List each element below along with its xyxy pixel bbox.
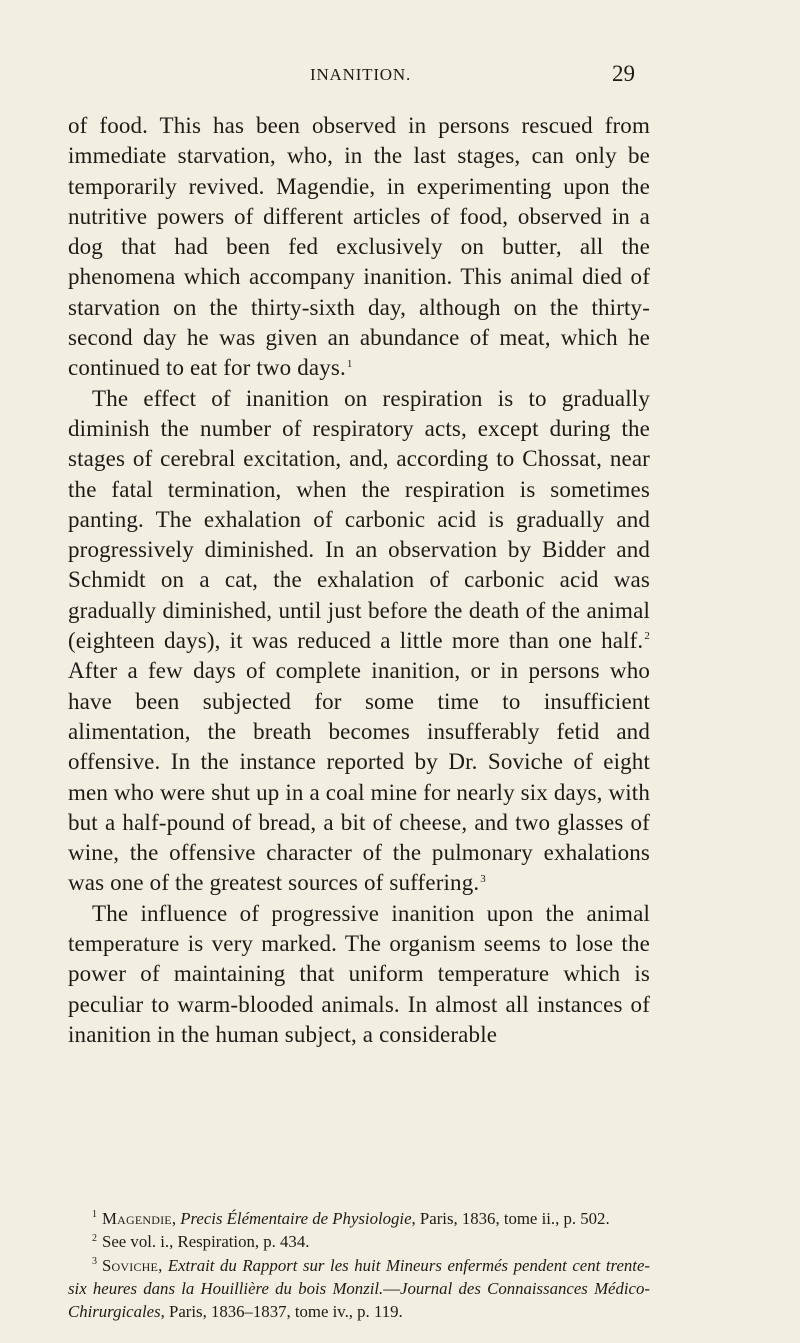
footnote-3-title: Extrait du Rapport sur les huit Mineurs enfermés pendent cent trente-six heures dans la Houillière du bois Monzil. — [68, 1255, 650, 1298]
footnote-2 — [68, 1230, 650, 1253]
paragraph-2-text-part-2: After a few days of complete inanition, or in persons who have been subjected for some time to insufficient alimentation, the breath becomes insufferably fetid and offensive. In the instance reported by Dr. Soviche of eight men who were shut up in a coal mine for nearly six days, with but a half-pound of bread, a bit of cheese, and two glasses of wine, the offensive character of the pulmonary exhalations was one of the greatest sources of suffering. — [68, 658, 650, 896]
footnote-3-separator: , — [158, 1255, 168, 1275]
footnote-3-rest: , Paris, 1836–1837, tome iv., p. 119. — [160, 1302, 403, 1322]
paragraph-2-text-part-1: The effect of inanition on respiration is to gradually diminish the number of respiratory acts, except during the stages of cerebral excitation, and, according to Chossat, near the fatal termination, when the respiration is sometimes panting. The exhalation of carbonic acid is gradually and progressively diminished. In an observation by Bidder and Schmidt on a cat, the exhalation of carbonic acid was gradually diminished, until just before the death of the animal (eighteen days), it was reduced a little more than one half. — [68, 385, 650, 654]
footnotes — [68, 1207, 650, 1323]
footnote-1-rest: , Paris, 1836, tome ii., p. 502. — [411, 1209, 610, 1228]
page-number: 29 — [612, 61, 635, 86]
paragraph-1 — [68, 111, 650, 384]
paragraph-2 — [68, 384, 650, 899]
footnote-2-number: 2 — [92, 1232, 97, 1244]
footnote-1-number: 1 — [92, 1209, 97, 1221]
footnote-1-author: Magendie — [102, 1209, 172, 1228]
footnote-reference-1: 1 — [346, 357, 353, 370]
footnote-reference-2: 2 — [644, 630, 650, 643]
footnote-2-text: See vol. i., Respiration, p. 434. — [102, 1232, 310, 1252]
paragraph-3 — [68, 899, 650, 1050]
footnote-1-title: Precis Élémentaire de Physiologie — [180, 1209, 412, 1228]
footnote-3-journal-title: Journal des Connaissances Médico-Chirurgicales — [68, 1278, 650, 1322]
paragraph-1-text: of food. This has been observed in persons rescued from immediate starvation, who, in the last stages, can only be temporarily revived. Magendie, in experimenting upon the nutritive powers of different articles of food, observed in a dog that had been fed exclusively on butter, all the phenomena which accompany inanition. This animal died of starvation on the thirty-sixth day, although on the thirty-second day he was given an abundance of meat, which he continued to eat for two days. — [68, 113, 650, 381]
footnote-1 — [68, 1207, 650, 1230]
running-head: INANITION. — [310, 65, 412, 84]
main-text — [68, 111, 650, 1050]
footnote-3-dash: — — [383, 1278, 401, 1298]
footnote-reference-3: 3 — [480, 872, 486, 885]
paragraph-3-text: The influence of progressive inanition upon the animal temperature is very marked. The organism seems to lose the power of maintaining that uniform temperature which is peculiar to warm-blooded animals. In almost all instances of inanition in the human subject, a considerable — [68, 900, 650, 1047]
footnote-3-author: Soviche — [102, 1255, 159, 1275]
footnote-1-separator: , — [171, 1209, 181, 1228]
footnote-3-number: 3 — [92, 1256, 97, 1267]
footnote-3 — [68, 1254, 650, 1324]
page-header — [0, 58, 800, 94]
